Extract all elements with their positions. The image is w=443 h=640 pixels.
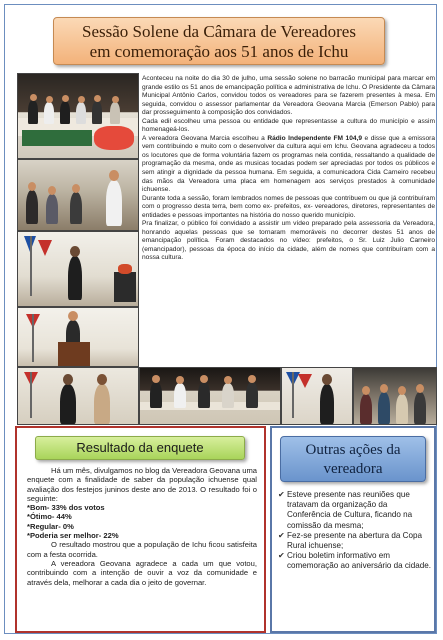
photo-women-plaque bbox=[17, 367, 139, 425]
other-action-item bbox=[278, 490, 432, 531]
article-paragraph: Cada edil escolheu uma pessoa ou entidade que representasse a cultura do município e assim homenageá-los. bbox=[142, 117, 435, 134]
other-actions-list bbox=[278, 490, 432, 572]
poll-result-item: *Regular- 0% bbox=[27, 521, 74, 531]
photo-table-guests bbox=[139, 367, 281, 425]
photo-flags-speaker bbox=[281, 367, 353, 425]
headline-line-2: em comemoração aos 51 anos de Ichu bbox=[89, 42, 349, 61]
poll-result-item: *Bom- 33% dos votos bbox=[27, 503, 105, 513]
poll-intro: Há um mês, divulgamos no blog da Vereadora Geovana uma enquete com a finalidade de saber da população ichuense qual avaliação dos festejos juninos deste ano de 2013. O resultado foi o seguinte: bbox=[27, 466, 257, 503]
poll-conclusion: O resultado mostrou que a população de Ichu ficou satisfeita com a festa ocorrida. bbox=[27, 540, 257, 559]
other-action-text: Criou boletim informativo em comemoração ao aniversário da cidade. bbox=[287, 551, 431, 571]
radio-name: Rádio Independente FM 104,9 bbox=[267, 134, 363, 142]
newsletter-page bbox=[4, 4, 437, 634]
other-action-text: Esteve presente nas reuniões que tratavam da organização da Conferência de Cultura, ficando na comissão da mesma; bbox=[287, 490, 413, 530]
article-body bbox=[142, 75, 435, 263]
photo-audience bbox=[17, 159, 139, 231]
other-actions-title-line-2: vereadora bbox=[323, 461, 383, 477]
article-text: A vereadora Geovana Marcia escolheu a bbox=[142, 134, 268, 142]
photo-crowd-seated bbox=[353, 367, 437, 425]
poll-body bbox=[27, 466, 257, 587]
article-paragraph: Pra finalizar, o público foi convidado a assistir um vídeo preparado pela assessoria da Vereadora, honrando aquelas pessoas que se tornaram memoráveis no decorrer destes 51 anos de emancipação política. Foram destacados no vídeo: prefeitos, o Sr. Luiz Julio Carneiro (emancipador), pessoas da época do início da cidade, além de nomes que contribuíram com a nossa cultura. bbox=[142, 220, 435, 262]
poll-result-item: *Poderia ser melhor- 22% bbox=[27, 531, 119, 541]
photo-session-assembly bbox=[17, 73, 139, 159]
poll-title: Resultado da enquete bbox=[35, 436, 245, 460]
other-action-item bbox=[278, 531, 432, 551]
other-action-text: Fez-se presente na abertura da Copa Rural ichuense; bbox=[287, 530, 422, 551]
article-paragraph bbox=[142, 135, 435, 195]
other-action-item bbox=[278, 551, 432, 571]
other-actions-title-line-1: Outras ações da bbox=[305, 442, 401, 458]
checkmark-icon: ✔ bbox=[278, 530, 285, 540]
photo-speaker-podium bbox=[17, 231, 139, 307]
poll-result-item: *Ótimo- 44% bbox=[27, 512, 72, 522]
checkmark-icon: ✔ bbox=[278, 551, 285, 561]
other-actions-title bbox=[280, 436, 426, 482]
headline-banner bbox=[53, 17, 385, 65]
poll-thanks: A vereadora Geovana agradece a cada um que votou, contribuindo com a intenção de ouvir a voz da comunidade e através dela, melhorar a cada dia o jeito de governar. bbox=[27, 558, 257, 587]
poll-results-box bbox=[15, 426, 266, 633]
article-paragraph: Durante toda a sessão, foram lembrados nomes de pessoas que contribuem ou que já contribuíram com o progresso desta terra, bem como ex- prefeitos, ex- vereadores, diretores, representantes de entidades e pessoas importantes na história do nosso querido município. bbox=[142, 194, 435, 219]
photo-man-lectern bbox=[17, 307, 139, 367]
article-paragraph: Aconteceu na noite do dia 30 de julho, uma sessão solene no barracão municipal para marcar em grande estilo os 51 anos de emancipação política e administrativa de Ichu. O Presidente da Câmara Municipal Antônio Carlos, convidou todos os vereadores para se fazerem presentes à mesa. Em seguida, convidou o assessor parlamentar da Vereadora Geovana Marcia (Emerson Pablo) para dar prosseguimento à composição dos convidados. bbox=[142, 75, 435, 117]
headline-line-1: Sessão Solene da Câmara de Vereadores bbox=[82, 22, 356, 41]
other-actions-box bbox=[270, 426, 436, 633]
checkmark-icon: ✔ bbox=[278, 490, 285, 499]
article-text: e disse que a emissora vem contribuindo e muito com o desenvolver da cultura aqui em Ichu. Geovana agradeceu a todos os locutores que de forma voluntária fazem os programas nela contida, ressaltando a qualidade de programação da mesma, onde as musicas tocadas podem ser apreciadas por todos os públicos e sem atingir a dignidade da pessoa humana. Em seguida, a comunicadora Cida Carneiro recebeu das mãos da Vereadora uma placa em homenagem aos serviços prestados à comunidade ichuense. bbox=[142, 134, 435, 194]
